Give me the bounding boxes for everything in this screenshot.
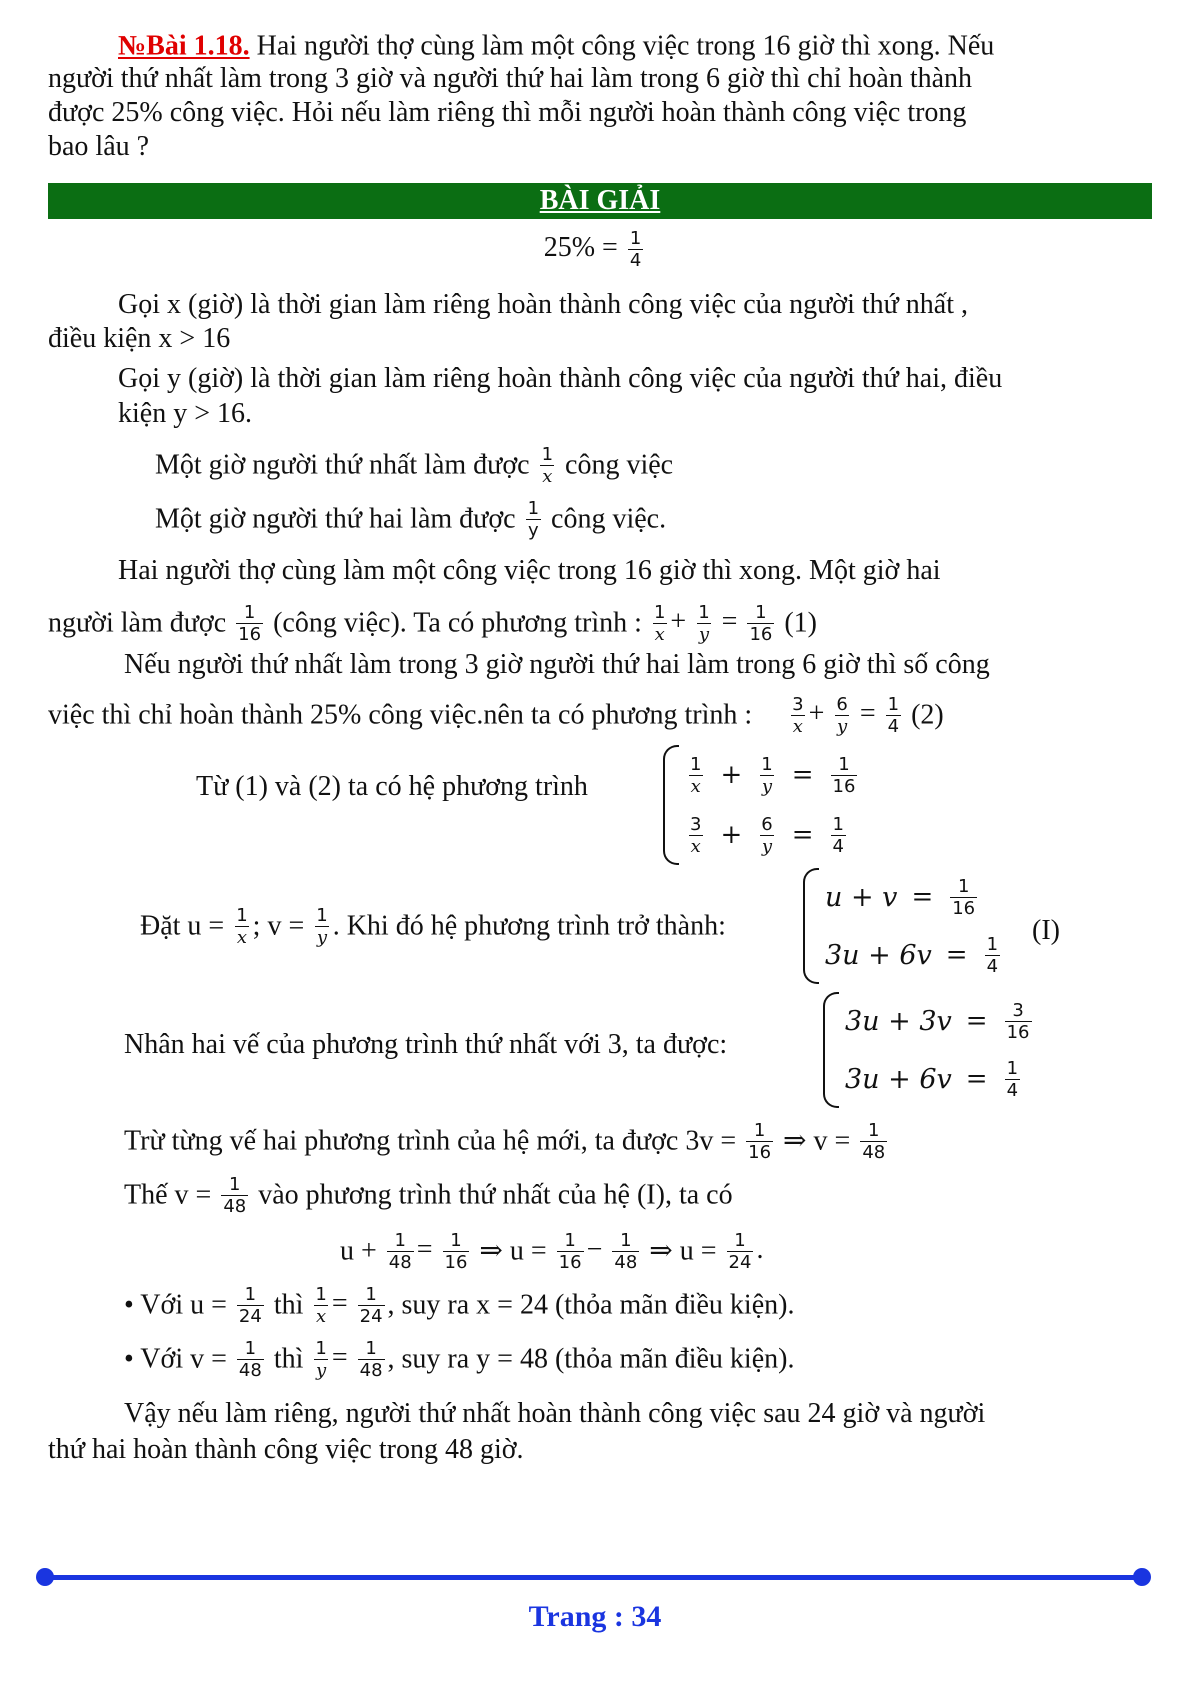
problem-number: №Bài 1.18. bbox=[118, 30, 250, 62]
footer-rule bbox=[44, 1575, 1141, 1580]
fraction: $\frac{1}{x}$ bbox=[541, 444, 554, 487]
bullet-y-result: • Với v = $\frac{1}{48}$ thì $\frac{1}{y}$ = $\frac{1}{48}$ , suy ra y = 48 (thỏa mãn điều kiện). bbox=[124, 1338, 795, 1381]
system-tag: (I) bbox=[1032, 915, 1060, 946]
condition-y: kiện y > 16. bbox=[118, 398, 252, 429]
multiply-line: Nhân hai vế của phương trình thứ nhất với 3, ta được: bbox=[124, 1029, 728, 1060]
banner-title: BÀI GIẢI bbox=[539, 185, 661, 216]
fraction: $\frac{1}{16}$ bbox=[238, 602, 262, 645]
fraction: $\frac{3}{x}$ bbox=[792, 694, 804, 737]
brace bbox=[663, 745, 679, 865]
problem-line-1 bbox=[118, 28, 994, 64]
paragraph-joint-work: Hai người thợ cùng làm một công việc trong 16 giờ thì xong. Một giờ hai bbox=[118, 555, 941, 586]
footer-dot-right bbox=[1133, 1568, 1151, 1586]
fraction: $\frac{1}{16}$ bbox=[749, 602, 773, 645]
brace bbox=[803, 868, 819, 984]
solve-u-line: u + $\frac{1}{48}$ = $\frac{1}{16}$ ⇒ u = $\frac{1}{16}$ − $\frac{1}{48}$ ⇒ u = $\frac{1}{24}$ . bbox=[340, 1230, 764, 1273]
problem-line-4: bao lâu ? bbox=[48, 131, 150, 162]
equation-2-line: việc thì chỉ hoàn thành 25% công việc.nên ta có phương trình : $\frac{3}{x}$ + $\frac{6}{y}$ = $\frac{1}{4}$ (2) bbox=[48, 694, 944, 737]
problem-text: Hai người thợ cùng làm một công việc trong 16 giờ thì xong. Nếu bbox=[256, 30, 995, 62]
let-y-line: Gọi y (giờ) là thời gian làm riêng hoàn thành công việc của người thứ hai, điều bbox=[118, 363, 1003, 394]
bullet-x-result: • Với u = $\frac{1}{24}$ thì $\frac{1}{x}$ = $\frac{1}{24}$ , suy ra x = 24 (thỏa mãn điều kiện). bbox=[124, 1284, 795, 1327]
system-intro: Từ (1) và (2) ta có hệ phương trình bbox=[196, 771, 588, 802]
problem-line-3: được 25% công việc. Hỏi nếu làm riêng thì mỗi người hoàn thành công việc trong bbox=[48, 97, 967, 128]
equation-1-line: người làm được $\frac{1}{16}$ (công việc). Ta có phương trình : $\frac{1}{x}$ + $\frac{1}{y}$ = $\frac{1}{16}$ (1) bbox=[48, 602, 817, 645]
fraction: $\frac{1}{y}$ bbox=[527, 498, 540, 541]
solution-banner bbox=[48, 183, 1152, 219]
fraction: $\frac{6}{y}$ bbox=[836, 694, 848, 737]
substitution-line: Đặt u = $\frac{1}{x}$ ; v = $\frac{1}{y}$ . Khi đó hệ phương trình trở thành: bbox=[140, 905, 726, 948]
subtract-line: Trừ từng vế hai phương trình của hệ mới, ta được 3v = $\frac{1}{16}$ ⇒ v = $\frac{1}{48}$ bbox=[124, 1120, 886, 1163]
fraction: $\frac{1}{4}$ bbox=[629, 228, 642, 271]
conclusion-line-1: Vậy nếu làm riêng, người thứ nhất hoàn thành công việc sau 24 giờ và người bbox=[124, 1398, 986, 1429]
brace bbox=[823, 992, 839, 1108]
rate-first-worker: Một giờ người thứ nhất làm được $\frac{1}{x}$ công việc bbox=[155, 444, 674, 487]
paragraph-partial-work: Nếu người thứ nhất làm trong 3 giờ người thứ hai làm trong 6 giờ thì số công bbox=[124, 649, 990, 680]
conclusion-line-2: thứ hai hoàn thành công việc trong 48 giờ. bbox=[48, 1434, 524, 1465]
equation-system-1: $\frac{1}{x}$ + $\frac{1}{y}$ = $\frac{1}{16}$ $\frac{3}{x}$ + $\frac{6}{y}$ = $\frac{1}{4}$ bbox=[663, 745, 860, 865]
fraction: $\frac{1}{4}$ bbox=[887, 694, 900, 737]
equation-system-2: 3u + 3v = $\frac{3}{16}$ 3u + 6v = $\frac{1}{4}$ bbox=[823, 992, 1035, 1108]
substitute-v-line: Thế v = $\frac{1}{48}$ vào phương trình thứ nhất của hệ (I), ta có bbox=[124, 1174, 733, 1217]
percent-equation: 25% = $\frac{1}{4}$ bbox=[543, 228, 642, 271]
page-number: Trang : 34 bbox=[528, 1600, 662, 1633]
equation-system-I: u + v = $\frac{1}{16}$ 3u + 6v = $\frac{1}{4}$ bbox=[803, 868, 1003, 984]
fraction: $\frac{1}{y}$ bbox=[698, 602, 710, 645]
fraction: $\frac{1}{x}$ bbox=[653, 602, 666, 645]
condition-x: điều kiện x > 16 bbox=[48, 323, 231, 354]
rate-second-worker: Một giờ người thứ hai làm được $\frac{1}{y}$ công việc. bbox=[155, 498, 667, 541]
problem-line-2: người thứ nhất làm trong 3 giờ và người thứ hai làm trong 6 giờ thì chỉ hoàn thành bbox=[48, 63, 973, 94]
let-x-line: Gọi x (giờ) là thời gian làm riêng hoàn thành công việc của người thứ nhất , bbox=[118, 289, 969, 320]
footer-dot-left bbox=[36, 1568, 54, 1586]
